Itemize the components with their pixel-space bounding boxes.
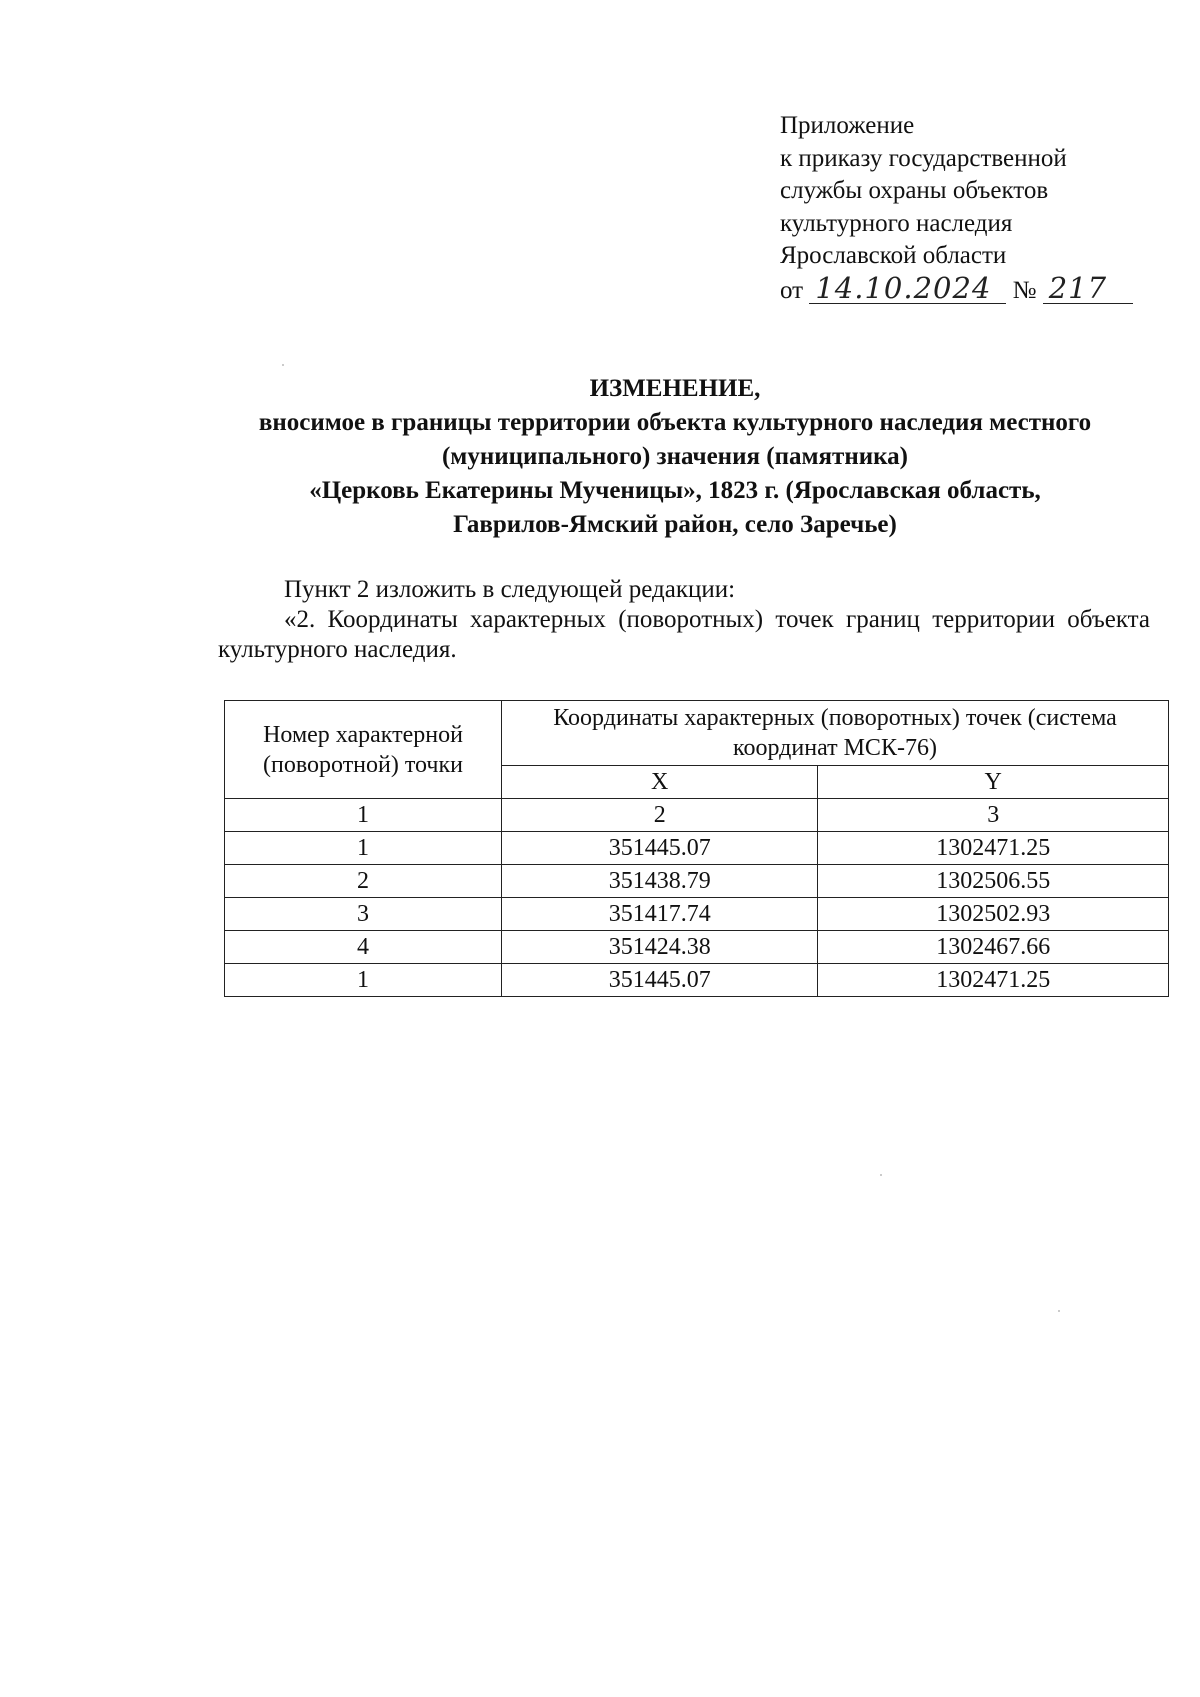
table-cell: 1 [225, 799, 502, 832]
header-coordinates: Координаты характерных (поворотных) точек (система координат МСК-76) [502, 701, 1169, 766]
title-line: (муниципального) значения (памятника) [441, 443, 908, 470]
title-line: вносимое в границы территории объекта культурного наследия местного [258, 409, 1092, 436]
scan-speck [880, 1174, 882, 1176]
table-cell: 1 [225, 964, 502, 997]
annex-block [780, 110, 1133, 307]
table-cell: 2 [502, 799, 818, 832]
annex-line: к приказу государственной [780, 144, 1067, 172]
title-heading: ИЗМЕНЕНИЕ, [589, 375, 761, 402]
handwritten-number: 217 [1043, 273, 1133, 304]
table-header-row [225, 701, 1169, 766]
table-row [225, 931, 1169, 964]
table-cell: 1302471.25 [818, 964, 1169, 997]
table-cell: 351445.07 [502, 832, 818, 865]
title-line: «Церковь Екатерины Мученицы», 1823 г. (Ярославская область, [309, 477, 1041, 504]
coordinates-table [224, 700, 1169, 997]
column-number-row [225, 799, 1169, 832]
scan-speck [1058, 1310, 1060, 1312]
date-prefix: от [780, 276, 804, 304]
table-cell: 1 [225, 832, 502, 865]
annex-date-line [780, 270, 1133, 308]
scan-speck [282, 364, 284, 366]
table-cell: 351445.07 [502, 964, 818, 997]
table-row [225, 898, 1169, 931]
paragraph: Пункт 2 изложить в следующей редакции: [284, 576, 736, 603]
paragraph: «2. Координаты характерных (поворотных) точек границ территории объекта культурного наследия. [218, 606, 1150, 663]
header-x: X [502, 766, 818, 799]
table-row [225, 832, 1169, 865]
annex-line: культурного наследия [780, 209, 1013, 237]
table-row [225, 865, 1169, 898]
table-cell: 351424.38 [502, 931, 818, 964]
table-cell: 2 [225, 865, 502, 898]
body-text [218, 575, 1150, 665]
table-cell: 1302506.55 [818, 865, 1169, 898]
table-cell: 3 [225, 898, 502, 931]
annex-line: Ярославской области [780, 242, 1007, 269]
table-cell: 1302502.93 [818, 898, 1169, 931]
number-prefix: № [1012, 276, 1037, 304]
table-cell: 351438.79 [502, 865, 818, 898]
annex-line: службы охраны объектов [780, 177, 1049, 204]
table-cell: 1302467.66 [818, 931, 1169, 964]
document-title [200, 372, 1150, 542]
table-cell: 4 [225, 931, 502, 964]
header-point-number: Номер характерной (поворотной) точки [225, 701, 502, 799]
table-cell: 1302471.25 [818, 832, 1169, 865]
table-row [225, 964, 1169, 997]
handwritten-date: 14.10.2024 [809, 273, 1006, 304]
table-cell: 351417.74 [502, 898, 818, 931]
annex-line: Приложение [780, 112, 915, 139]
table-cell: 3 [818, 799, 1169, 832]
title-line: Гаврилов-Ямский район, село Заречье) [453, 511, 897, 538]
header-y: Y [818, 766, 1169, 799]
